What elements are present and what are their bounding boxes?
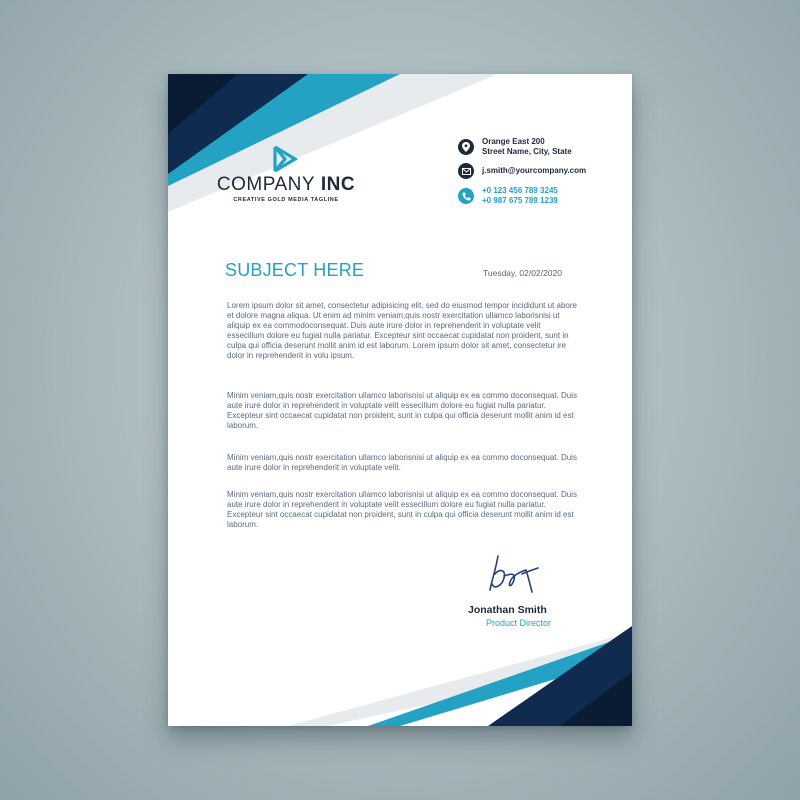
letter-subject: SUBJECT HERE xyxy=(225,260,365,280)
email-address[interactable]: j.smith@yourcompany.com xyxy=(482,166,587,175)
body-paragraph-1: Lorem ipsum dolor sit amet, consectetur adipisicing elit, sed do eiusmod tempor incididunt ut abore et dolore magna aliqua. Ut enim ad minim veniam,quis nostr exercitation ullamco laborisnisi ut aliquip ex ea commodoconsequat. Duis aute irure dolor in reprehenderit in voluptate velit essecillum dolore eu fugiat nulla pariatur. Excepteur sint occaecat cupidatat non proident, sunt in culpa qui officia deserunt mollit anim id est laborum. Lorem ipsum dolor sit amet, consectetur ire dolor in reprehenderit in volu ipsum. xyxy=(227,301,577,360)
chevron-arrow-icon xyxy=(270,144,302,174)
signer-name: Jonathan Smith xyxy=(468,604,547,616)
address-line-1: Orange East 200 xyxy=(482,137,545,146)
company-suffix: INC xyxy=(320,174,356,195)
phone-icon xyxy=(458,188,474,204)
contact-email xyxy=(458,163,618,179)
company-tagline: CREATIVE GOLD MEDIA TAGLINE xyxy=(233,197,339,203)
letter-date: Tuesday, 02/02/2020 xyxy=(483,268,562,278)
letterhead-page xyxy=(168,74,632,726)
contact-phone xyxy=(458,186,618,206)
body-paragraph-3: Minim veniam,quis nostr exercitation ullamco laborisnisi ut aliquip ex ea commo doconsequat. Duis aute irure dolor in reprehenderit in voluptate velit. xyxy=(227,453,577,472)
contact-address xyxy=(458,137,618,157)
body-paragraph-4: Minim veniam,quis nostr exercitation ullamco laborisnisi ut aliquip ex ea commo doconsequat. Duis aute irure dolor in reprehenderit in voluptate velit essecillum dolore eu fugiat nulla pariatur. Excepteur sint occaecat cupidatat non proident, sunt in culpa qui officia deserunt mollit anim id est laborum. xyxy=(227,490,577,529)
address-line-2: Street Name, City, State xyxy=(482,147,572,156)
body-paragraph-2: Minim veniam,quis nostr exercitation ullamco laborisnisi ut aliquip ex ea commo doconsequat. Duis aute irure dolor in reprehenderit in voluptate velit essecillum dolore eu fugiat nulla pariatur. Excepteur sint occaecat cupidatat non proident, sunt in culpa qui officia deserunt mollit anim id est laborum. xyxy=(227,391,577,430)
phone-number-1[interactable]: +0 123 456 789 3245 xyxy=(482,186,558,195)
phone-number-2[interactable]: +0 987 675 789 1239 xyxy=(482,196,558,205)
signer-title: Product Director xyxy=(486,618,552,628)
envelope-icon xyxy=(458,163,474,179)
company-logo xyxy=(168,144,404,203)
handwritten-signature-icon xyxy=(486,550,544,596)
company-name: COMPANY INC xyxy=(216,174,356,195)
location-pin-icon xyxy=(458,139,474,155)
